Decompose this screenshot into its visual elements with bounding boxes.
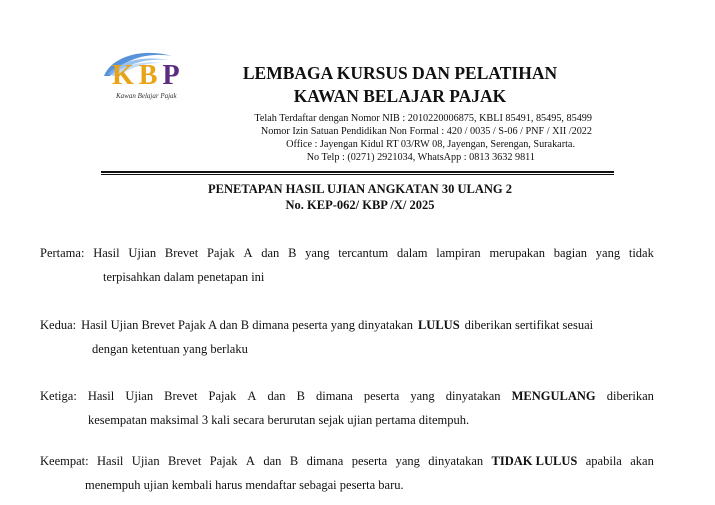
word: dimana [316, 389, 353, 403]
org-name-line1: LEMBAGA KURSUS DAN PELATIHAN [242, 63, 558, 83]
word: Ujian [131, 454, 160, 468]
word: B [288, 246, 297, 260]
word: yang [410, 389, 435, 403]
item-keempat-line2: menempuh ujian kembali harus mendaftar sebagai peserta baru. [85, 478, 404, 492]
word: peserta [363, 389, 400, 403]
logo-letter-p: P [162, 60, 185, 91]
word: dinyatakan [445, 389, 501, 403]
word: A [247, 389, 257, 403]
word: apabila [585, 454, 622, 468]
word: yang [395, 454, 420, 468]
item-pertama-line1 [40, 245, 654, 261]
item-pertama [40, 245, 654, 285]
item-label: Ketiga: [40, 389, 77, 403]
logo-tagline: Kawan Belajar Pajak [116, 92, 177, 100]
item-kedua [40, 317, 654, 357]
word: Pajak [206, 246, 235, 260]
item-label: Kedua: [40, 318, 77, 332]
word: Pajak [208, 389, 237, 403]
word: peserta [351, 454, 388, 468]
registration-info: Telah Terdaftar dengan Nomor NIB : 2010220006875, KBLI 85491, 85495, 85499 [254, 113, 592, 124]
item-ketiga [40, 388, 654, 428]
word: Ujian [128, 246, 157, 260]
item-text: Hasil Ujian Brevet Pajak A dan B dimana peserta yang dinyatakan [81, 318, 413, 332]
header-divider-thin [101, 174, 614, 175]
item-label: Keempat: [40, 454, 89, 468]
word: Hasil [87, 389, 115, 403]
item-kedua-line1 [40, 317, 654, 333]
item-text: diberikan sertifikat sesuai [464, 318, 594, 332]
org-name-line2: KAWAN BELAJAR PAJAK [293, 86, 507, 106]
status-lulus: LULUS [417, 318, 460, 332]
contact-info: No Telp : (0271) 2921034, WhatsApp : 0813 3632 9811 [306, 152, 535, 163]
word: yang [305, 246, 330, 260]
logo-letter-b: B [138, 60, 163, 91]
word: A [243, 246, 253, 260]
license-info: Nomor Izin Satuan Pendidikan Non Formal : 420 / 0035 / S-06 / PNF / XII /2022 [260, 126, 592, 137]
word: dan [263, 454, 282, 468]
word: B [289, 454, 299, 468]
word: dan [261, 246, 280, 260]
word: dimana [306, 454, 344, 468]
logo-letters [112, 61, 185, 91]
item-pertama-line2: terpisahkan dalam penetapan ini [103, 270, 265, 284]
word: tidak [628, 246, 654, 260]
word: dinyatakan [428, 454, 484, 468]
word: Hasil [97, 454, 124, 468]
word: tercantum [338, 246, 389, 260]
word: Hasil [93, 246, 120, 260]
item-keempat [40, 453, 654, 493]
item-ketiga-line2: kesempatan maksimal 3 kali secara berurutan sejak ujian pertama ditempuh. [88, 413, 470, 427]
word: dan [267, 389, 286, 403]
logo-letter-k: K [112, 60, 139, 91]
status-tidak-lulus: TIDAK LULUS [491, 454, 578, 468]
document-title: PENETAPAN HASIL UJIAN ANGKATAN 30 ULANG 2 [208, 182, 512, 196]
word: bagian [553, 246, 588, 260]
word: Pajak [209, 454, 238, 468]
word: dalam [396, 246, 428, 260]
word: akan [630, 454, 654, 468]
word: yang [595, 246, 621, 260]
item-ketiga-line1 [40, 388, 654, 404]
word: A [245, 454, 255, 468]
word: Brevet [164, 246, 199, 260]
word: lampiran [436, 246, 481, 260]
header-divider [101, 171, 614, 173]
document-number: No. KEP-062/ KBP /X/ 2025 [285, 198, 435, 212]
item-label: Pertama: [40, 246, 85, 260]
word: merupakan [489, 246, 545, 260]
item-keempat-line1 [40, 453, 654, 469]
word: Ujian [125, 389, 154, 403]
word: Brevet [167, 454, 202, 468]
word: Brevet [164, 389, 198, 403]
word: B [296, 389, 305, 403]
item-kedua-line2: dengan ketentuan yang berlaku [92, 342, 248, 356]
status-mengulang: MENGULANG [511, 389, 596, 403]
office-address: Office : Jayengan Kidul RT 03/RW 08, Jayengan, Serengan, Surakarta. [286, 139, 575, 150]
word: diberikan [606, 389, 654, 403]
